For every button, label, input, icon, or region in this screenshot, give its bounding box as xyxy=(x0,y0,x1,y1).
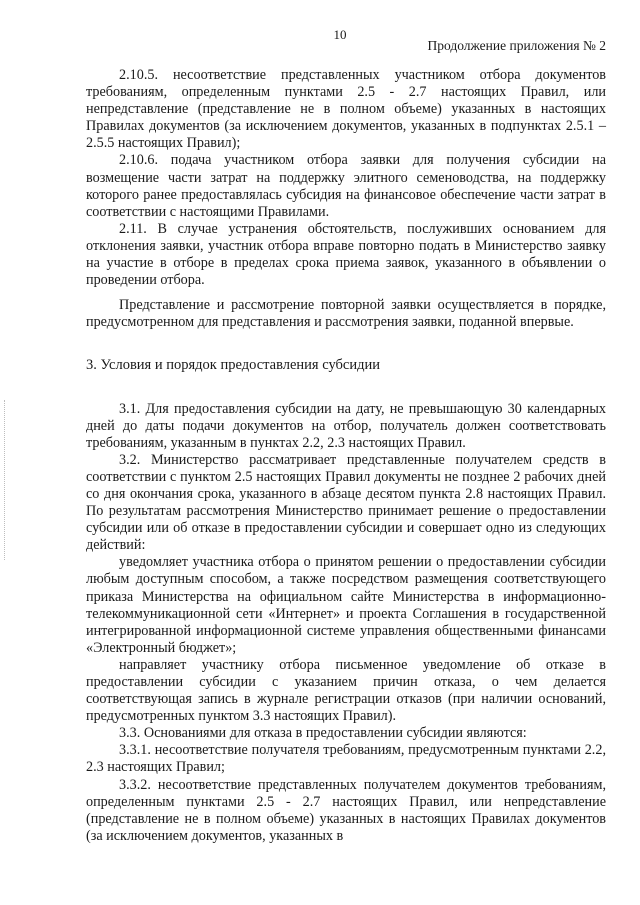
page-number: 10 xyxy=(333,27,347,42)
paragraph-2-10-6: 2.10.6. подача участником отбора заявки для получения субсидии на возмещение части затрат на поддержку элитного семеноводства, на поддержку которого ранее предоставлялась субсидия на финансовое обеспечение части затрат в соответствии с настоящими Правилами. xyxy=(86,152,606,220)
paragraph-notify-grant: уведомляет участника отбора о принятом решении о предоставлении субсидии любым доступным способом, а также посредством размещения соответствующего приказа Министерства на официальном сайте Министерства в информационно-телекоммуникационной сети «Интернет» и проекта Соглашения в государственной интегрированной информационной системе управления общественными финансами «Электронный бюджет»; xyxy=(86,554,606,656)
paragraph-3-3-1: 3.3.1. несоответствие получателя требованиям, предусмотренным пунктами 2.2, 2.3 настоящих Правил; xyxy=(86,742,606,776)
paragraph-3-3: 3.3. Основаниями для отказа в предоставлении субсидии являются: xyxy=(119,725,527,742)
document-body xyxy=(86,67,606,845)
appendix-continuation-header: Продолжение приложения № 2 xyxy=(427,38,606,53)
paragraph-3-3-2: 3.3.2. несоответствие представленных получателем документов требованиям, определенным пунктами 2.5 - 2.7 настоящих Правил, или непредставление (представление не в полном объеме) указанных в настоящих Правилах документов (за исключением документов, указанных в xyxy=(86,776,606,844)
paragraph-resubmission: Представление и рассмотрение повторной заявки осуществляется в порядке, предусмотренном для представления и рассмотрения заявки, поданной впервые. xyxy=(86,297,606,331)
paragraph-3-2: 3.2. Министерство рассматривает представленные получателем средств в соответствии с пунктом 2.5 настоящих Правил документы не позднее 2 рабочих дней со дня окончания срока, указанного в абзаце десятом пункта 2.8 настоящих Правил. По результатам рассмотрения Министерство принимает решение о предоставлении субсидии или об отказе в предоставлении субсидии и совершает одно из следующих действий: xyxy=(86,451,606,554)
scan-margin-mark xyxy=(4,400,6,560)
paragraph-2-10-5: 2.10.5. несоответствие представленных участником отбора документов требованиям, определенным пунктами 2.5 - 2.7 настоящих Правил, или непредставление (представление не в полном объеме) указанных в настоящих Правилах документов (за исключением документов, указанных в подпунктах 2.5.1 – 2.5.5 настоящих Правил); xyxy=(86,67,606,152)
paragraph-3-1: 3.1. Для предоставления субсидии на дату, не превышающую 30 календарных дней до даты подачи документов на отбор, получатель должен соответствовать требованиям, указанным в пунктах 2.2, 2.3 настоящих Правил. xyxy=(86,400,606,451)
paragraph-2-11: 2.11. В случае устранения обстоятельств, послуживших основанием для отклонения заявки, участник отбора вправе повторно подать в Министерство заявку на участие в отборе в пределах срока приема заявок, указанного в объявлении о проведении отбора. xyxy=(86,220,606,289)
paragraph-notify-refusal: направляет участнику отбора письменное уведомление об отказе в предоставлении субсидии с указанием причин отказа, о чем делается соответствующая запись в журнале регистрации отказов (при наличии оснований, предусмотренных пунктом 3.3 настоящих Правил). xyxy=(86,656,606,725)
section-heading: 3. Условия и порядок предоставления субсидии xyxy=(86,357,381,374)
